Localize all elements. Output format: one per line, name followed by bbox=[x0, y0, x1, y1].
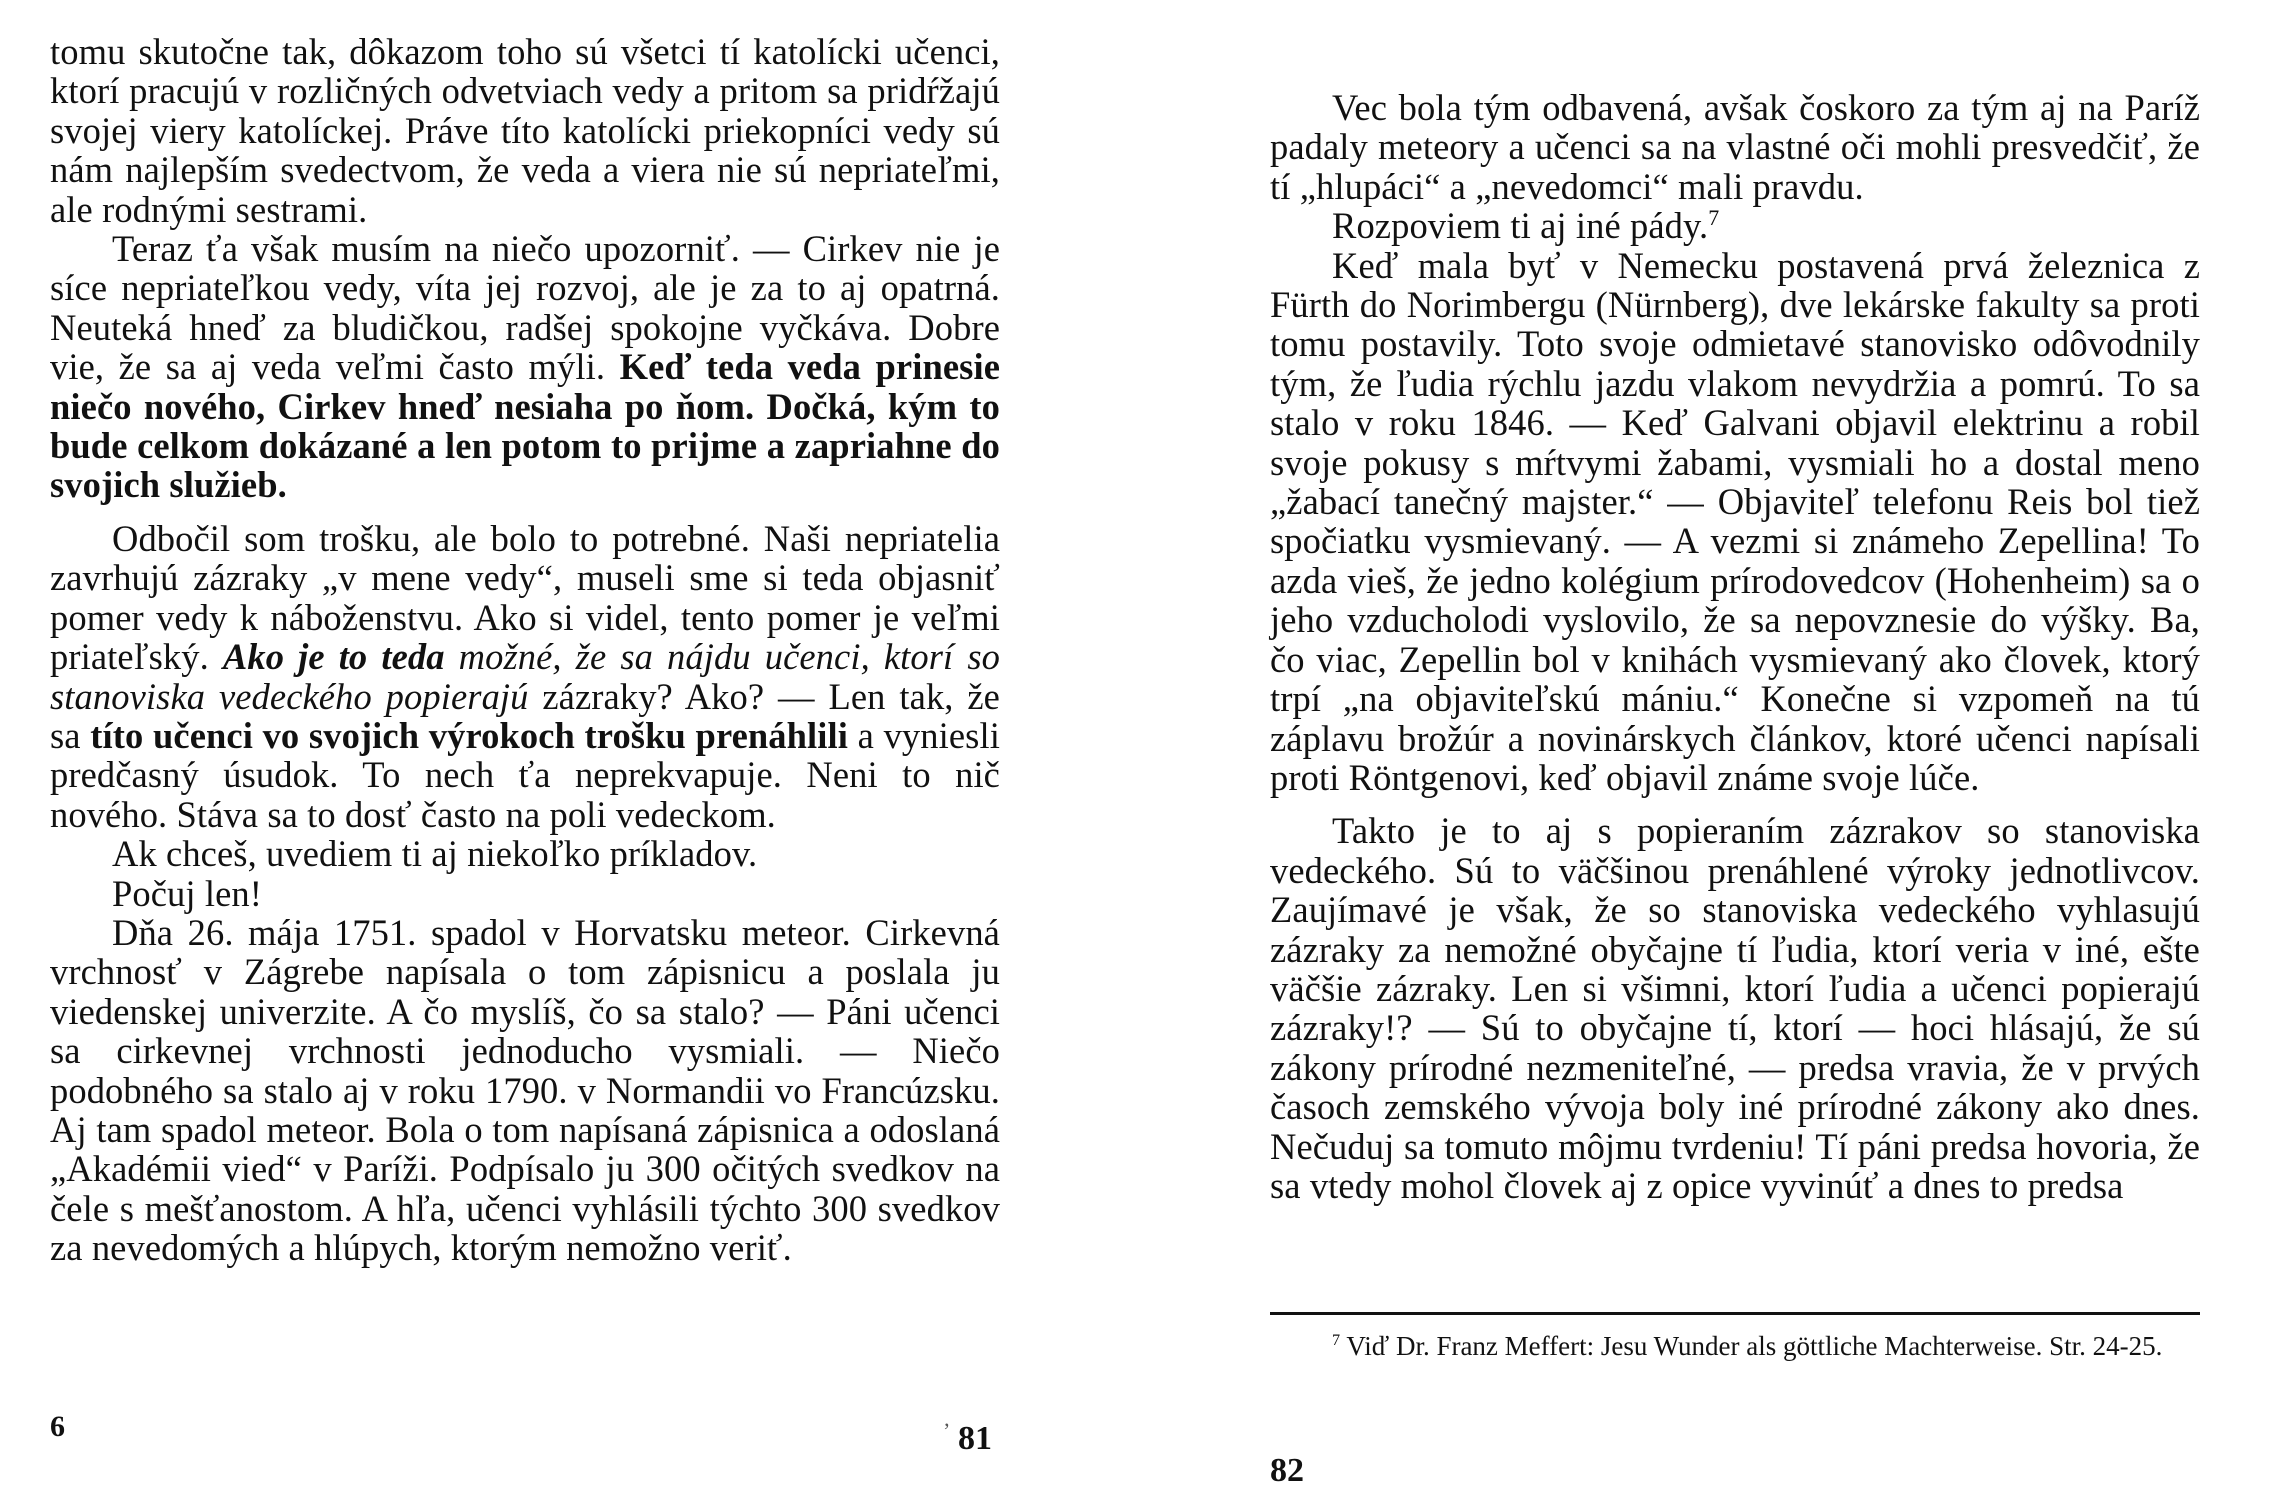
paragraph: Ak chceš, uvediem ti aj niekoľko príkladov. bbox=[112, 833, 758, 875]
left-page bbox=[50, 0, 1000, 1500]
footnote-text: Viď Dr. Franz Meffert: Jesu Wunder als göttliche Machterweise. Str. 24-25. bbox=[1340, 1331, 2163, 1361]
left-page-text bbox=[50, 32, 1000, 1268]
paragraph: Keď mala byť v Nemecku postavená prvá železnica z Fürth do Norimbergu (Nürnberg), dve lekárske fakulty sa proti tomu postavily. Toto svoje odmietavé stanovisko odôvodnily tým, že ľudia rýchlu jazdu vlakom nevydržia a pomrú. To sa stalo v roku 1846. — Keď Galvani objavil elektrinu a robil svoje pokusy s mŕtvymi žabami, vysmiali ho a dostal meno „žabací tanečný majster.“ — Objaviteľ telefonu Reis bol tiež spočiatku vysmievaný. — A vezmi si známeho Zepellina! To azda vieš, že jedno kolégium prírodovedcov (Hohenheim) sa o jeho vzducholodi vyslovilo, že sa nepovznesie do výšky. Ba, čo viac, Zepellin bol v knihách vysmievaný ako človek, ktorý trpí „na objaviteľskú mániu.“ Konečne si vzpomeň na tú záplavu brožúr a novinárskych článkov, ktoré učenci napísali proti Röntgenovi, keď objavil známe svoje lúče. bbox=[1270, 244, 2200, 798]
footnote bbox=[1270, 1330, 2200, 1362]
right-page bbox=[1270, 0, 2200, 1500]
footnote-reference: 7 bbox=[1708, 205, 1720, 231]
footnote-divider bbox=[1270, 1312, 2200, 1315]
page-number-right: 82 bbox=[1270, 1452, 1304, 1489]
paragraph: tomu skutočne tak, dôkazom toho sú všetci tí katolícki učenci, ktorí pracujú v rozličných odvetviach vedy a pritom sa pridŕžajú svojej viery katolíckej. Práve títo katolícki priekopníci vedy sú nám najlepším svedectvom, že veda a viera nie sú nepriateľmi, ale rodnými sestrami. bbox=[50, 31, 1000, 230]
paragraph: Teraz ťa však musím na niečo upozorniť. — Cirkev nie je síce nepriateľkou vedy, víta jej rozvoj, ale je za to aj opatrná. Neuteká hneď za bludičkou, radšej spokojne vyčkáva. Dobre vie, že sa aj veda veľmi často mýli. Keď teda veda prinesie niečo nového, Cirkev hneď nesiaha po ňom. Dočká, kým to bude celkom dokázané a len potom to prijme a zapriahne do svojich služieb. bbox=[50, 228, 1000, 506]
gutter-mark: ’ bbox=[943, 1418, 951, 1443]
footnote-marker: 7 bbox=[1332, 1331, 1341, 1349]
paragraph: Takto je to aj s popieraním zázrakov so stanoviska vedeckého. Sú to väčšinou prenáhlené výroky jednotlivcov. Zaujímavé je však, že so stanoviska vedeckého vyhlasujú zázraky za nemožné obyčajne tí ľudia, ktorí veria v iné, ešte väčšie zázraky. Len si všimni, ktorí ľudia a učenci popierajú zázraky!? — Sú to obyčajne tí, ktorí — hoci hlásajú, že sú zákony prírodné nezmeniteľné, — predsa vravia, že v prvých časoch zemského vývoja boly iné prírodné zákony ako dnes. Nečuduj sa tomuto môjmu tvrdeniu! Tí páni predsa hovoria, že sa vtedy mohol človek aj z opice vyvinúť a dnes to predsa bbox=[1270, 810, 2200, 1206]
paragraph: Dňa 26. mája 1751. spadol v Horvatsku meteor. Cirkevná vrchnosť v Zágrebe napísala o tom zápisnicu a poslala ju viedenskej univerzite. A čo myslíš, čo sa stalo? — Páni učenci sa cirkevnej vrchnosti jednoducho vysmiali. — Niečo podobného sa stalo aj v roku 1790. v Normandii vo Francúzsku. Aj tam spadol meteor. Bola o tom napísaná zápisnica a odoslaná „Akadémii vied“ v Paríži. Podpísalo ju 300 očitých svedkov na čele s mešťanostom. A hľa, učenci vyhlásili týchto 300 svedkov za nevedomých a hlúpych, ktorým nemožno veriť. bbox=[50, 911, 1000, 1269]
signature-mark: 6 bbox=[50, 1410, 65, 1443]
right-page-text bbox=[1270, 88, 2200, 1205]
paragraph: Odbočil som trošku, ale bolo to potrebné. Naši nepriatelia zavrhujú zázraky „v mene vedy“, museli sme si teda objasniť pomer vedy k náboženstvu. Ako si videl, tento pomer je veľmi priateľský. Ako je to teda možné, že sa nájdu učenci, ktorí so stanoviska vedeckého popierajú zázraky? Ako? — Len tak, že sa títo učenci vo svojich výrokoch trošku prenáhlili a vyniesli predčasný úsudok. To nech ťa neprekvapuje. Neni to nič nového. Stáva sa to dosť často na poli vedeckom. bbox=[50, 517, 1000, 835]
page-number-left: 81 bbox=[958, 1420, 992, 1457]
paragraph: Počuj len! bbox=[112, 872, 263, 914]
paragraph: Rozpoviem ti aj iné pády.$^7$ bbox=[1332, 205, 1720, 247]
paragraph: Vec bola tým odbavená, avšak čoskoro za tým aj na Paríž padaly meteory a učenci sa na vlastné oči mohli presvedčiť, že tí „hlupáci“ a „nevedomci“ mali pravdu. bbox=[1270, 87, 2200, 207]
